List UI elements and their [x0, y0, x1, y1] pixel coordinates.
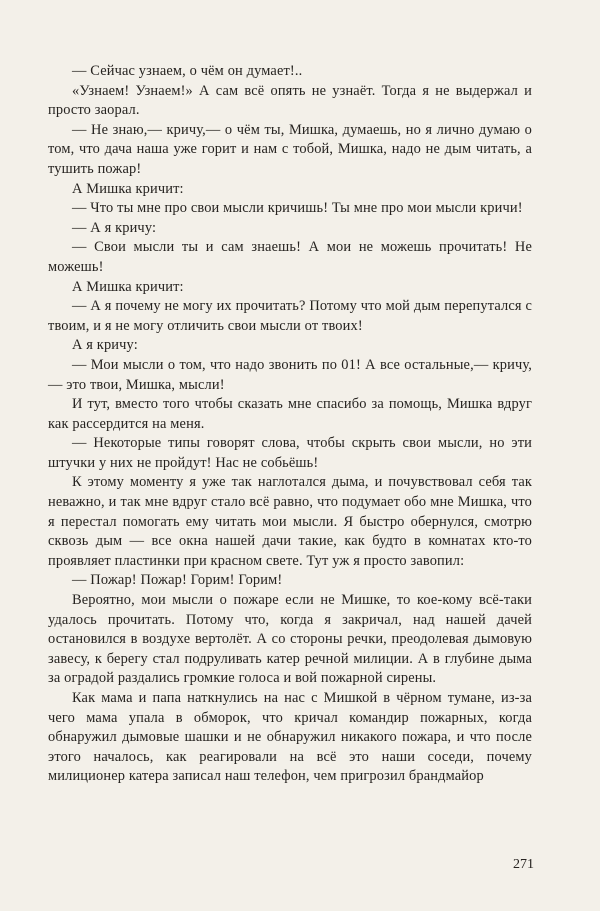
paragraph: — Пожар! Пожар! Горим! Горим!: [72, 572, 283, 589]
paragraph: — Сейчас узнаем, о чём он думает!..: [72, 63, 303, 79]
paragraph: — А я почему не могу их прочитать? Потому что мой дым перепутался с твоим, и я не могу отличить свои мысли от твоих!: [48, 298, 532, 334]
paragraph: «Узнаем! Узнаем!» А сам всё опять не узнаёт. Тогда я не выдержал и просто заорал.: [48, 82, 532, 119]
paragraph: А я кричу:: [72, 337, 138, 354]
paragraph: — Свои мысли ты и сам знаешь! А мои не можешь прочитать! Не можешь!: [48, 239, 532, 275]
paragraph: Вероятно, мои мысли о пожаре если не Мишке, то кое-кому всё-таки удалось прочитать. Потому что, когда я закричал, над нашей дачей остановился в воздухе вертолёт. А со стороны речки, преодолевая дымовую завесу, к берегу стал подруливать катер речной милиции. А в глубине дыма за оградой раздались громкие голоса и вой пожарной сирены.: [48, 592, 532, 687]
paragraph: Как мама и папа наткнулись на нас с Мишкой в чёрном тумане, из-за чего мама упала в обморок, что кричал командир пожарных, когда обнаружил дымовые шашки и не обнаружил никакого пожара, и что после этого началось, как реагировали на всё это наши соседи, почему милиционер катера записал наш телефон, чем пригрозил брандмайор: [48, 690, 532, 785]
page-number: 271: [513, 857, 534, 872]
paragraph: — Что ты мне про свои мысли кричишь! Ты мне про мои мысли кричи!: [72, 200, 523, 217]
paragraph: — Некоторые типы говорят слова, чтобы скрыть свои мысли, но эти штучки у них не пройдут! Нас не собьёшь!: [48, 435, 532, 471]
paragraph: К этому моменту я уже так наглотался дыма, и почувствовал себя так неважно, и так мне вдруг стало всё равно, что подумает обо мне Мишка, что я перестал помогать ему читать мои мысли. Я быстро обернулся, смотрю сквозь дым — все окна нашей дачи такие, как будто в комнатах кто-то проявляет пластинки при красном свете. Тут уж я просто завопил:: [48, 474, 532, 569]
paragraph: — А я кричу:: [72, 219, 157, 236]
paragraph: А Мишка кричит:: [72, 180, 184, 197]
paragraph: И тут, вместо того чтобы сказать мне спасибо за помощь, Мишка вдруг как рассердится на меня.: [48, 396, 532, 432]
paragraph: — Мои мысли о том, что надо звонить по 01! А все остальные,— кричу,— это твои, Мишка, мысли!: [48, 356, 532, 393]
page-text: [48, 62, 532, 787]
paragraph: — Не знаю,— кричу,— о чём ты, Мишка, думаешь, но я лично думаю о том, что дача наша уже горит и нам с тобой, Мишка, надо не дым читать, а тушить пожар!: [48, 121, 532, 177]
paragraph: А Мишка кричит:: [72, 278, 184, 295]
